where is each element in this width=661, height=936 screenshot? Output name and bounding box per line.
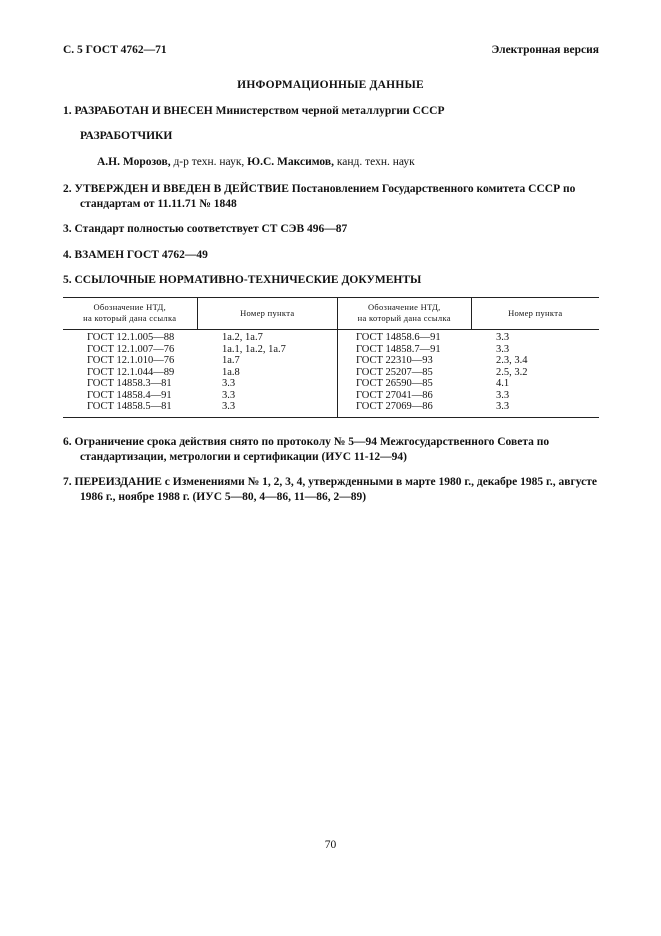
item-5-text: ССЫЛОЧНЫЕ НОРМАТИВНО-ТЕХНИЧЕСКИЕ ДОКУМЕНТЫ [74, 274, 422, 286]
table-cell: 1а.8 [197, 367, 338, 379]
item-6 [63, 435, 620, 465]
table-cell: ГОСТ 14858.6—91 [356, 332, 441, 343]
column-header-clause-2: Номер пункта [471, 298, 599, 330]
item-4-number: 4. [63, 249, 72, 261]
table-cell: 3.3 [496, 343, 510, 355]
table-cell: ГОСТ 12.1.010—76 [87, 355, 175, 366]
item-3 [63, 222, 603, 237]
item-6-text: Ограничение срока действия снято по протоколу № 5—94 Межгосударственного Совета по стандартизации, метрологии и сертификации (ИУС 11-12—94) [74, 436, 550, 463]
item-4-text: ВЗАМЕН ГОСТ 4762—49 [74, 249, 208, 261]
item-2-rest: Постановлением Государственного комитета СССР по стандартам от 11.11.71 № 1848 [80, 183, 576, 210]
table-row [63, 367, 599, 379]
developer-name-2: Ю.С. Максимов, [247, 156, 334, 168]
item-4 [63, 248, 603, 263]
table-header-row [63, 298, 599, 330]
table-cell: ГОСТ 25207—85 [356, 366, 433, 378]
item-1-number: 1. [63, 105, 72, 117]
developer-name-1: А.Н. Морозов, [97, 156, 171, 168]
item-1 [63, 104, 603, 119]
item-1-rest: Министерством черной металлургии СССР [212, 105, 445, 117]
table-cell: ГОСТ 12.1.007—76 [87, 343, 175, 355]
item-1-bold: РАЗРАБОТАН И ВНЕСЕН [74, 105, 213, 117]
table-cell: 2.3, 3.4 [496, 355, 528, 366]
item-6-number: 6. [63, 436, 72, 448]
table-row [63, 344, 599, 356]
column-header-clause-1: Номер пункта [197, 298, 338, 330]
table-cell: ГОСТ 22310—93 [356, 355, 433, 366]
table-cell: ГОСТ 14858.3—81 [87, 378, 172, 389]
page-number: 70 [324, 839, 337, 851]
table-cell: 3.3 [471, 401, 599, 417]
table-cell: 4.1 [496, 378, 510, 389]
table-row [63, 390, 599, 402]
item-2 [63, 182, 620, 212]
table-row [63, 378, 599, 390]
item-5-number: 5. [63, 274, 72, 286]
table-cell: 3.3 [496, 389, 510, 401]
developer-degree-1: д-р техн. наук, [170, 156, 248, 168]
table-cell: 1а.7 [197, 355, 338, 367]
table-cell: ГОСТ 14858.7—91 [356, 343, 441, 355]
table-cell: ГОСТ 26590—85 [356, 378, 433, 389]
column-header-ntd-1: Обозначение НТД, на который дана ссылка [63, 298, 197, 330]
developers-heading: РАЗРАБОТЧИКИ [80, 130, 173, 142]
header-left: С. 5 ГОСТ 4762—71 [63, 44, 167, 56]
developer-degree-2: канд. техн. наук [333, 156, 415, 168]
table-cell: 1а.1, 1а.2, 1а.7 [197, 344, 338, 356]
table-cell: 3.3 [197, 401, 338, 417]
developers-line [97, 156, 415, 168]
table-cell: 1а.2, 1а.7 [197, 330, 338, 344]
table-cell: ГОСТ 14858.5—81 [63, 401, 197, 417]
table-cell: 3.3 [496, 332, 510, 343]
reference-documents-table [63, 297, 599, 418]
item-3-number: 3. [63, 223, 72, 235]
table-cell: 2.5, 3.2 [496, 366, 528, 378]
column-header-ntd-2: Обозначение НТД, на который дана ссылка [338, 298, 472, 330]
item-2-number: 2. [63, 183, 72, 195]
item-7-number: 7. [63, 476, 72, 488]
table-row [63, 330, 599, 344]
item-2-bold: УТВЕРЖДЕН И ВВЕДЕН В ДЕЙСТВИЕ [74, 183, 289, 195]
table-row [63, 401, 599, 417]
table-cell: ГОСТ 27041—86 [356, 389, 433, 401]
table-row [63, 355, 599, 367]
page-title: ИНФОРМАЦИОННЫЕ ДАННЫЕ [237, 79, 424, 91]
item-7 [63, 475, 620, 505]
item-3-text: Стандарт полностью соответствует СТ СЭВ 496—87 [74, 223, 348, 235]
table-cell: 3.3 [197, 378, 338, 390]
table-cell: ГОСТ 14858.4—91 [87, 389, 172, 401]
table-cell: ГОСТ 12.1.005—88 [87, 332, 175, 343]
header-right: Электронная версия [491, 44, 599, 56]
table-cell: 3.3 [197, 390, 338, 402]
item-7-text: ПЕРЕИЗДАНИЕ с Изменениями № 1, 2, 3, 4, утвержденными в марте 1980 г., декабре 1985 г., августе 1986 г., ноябре 1988 г. (ИУС 5—80, 4—86, 11—86, 2—89) [74, 476, 597, 503]
table-cell: ГОСТ 27069—86 [338, 401, 472, 417]
table-cell: ГОСТ 12.1.044—89 [87, 366, 175, 378]
item-5 [63, 273, 603, 288]
